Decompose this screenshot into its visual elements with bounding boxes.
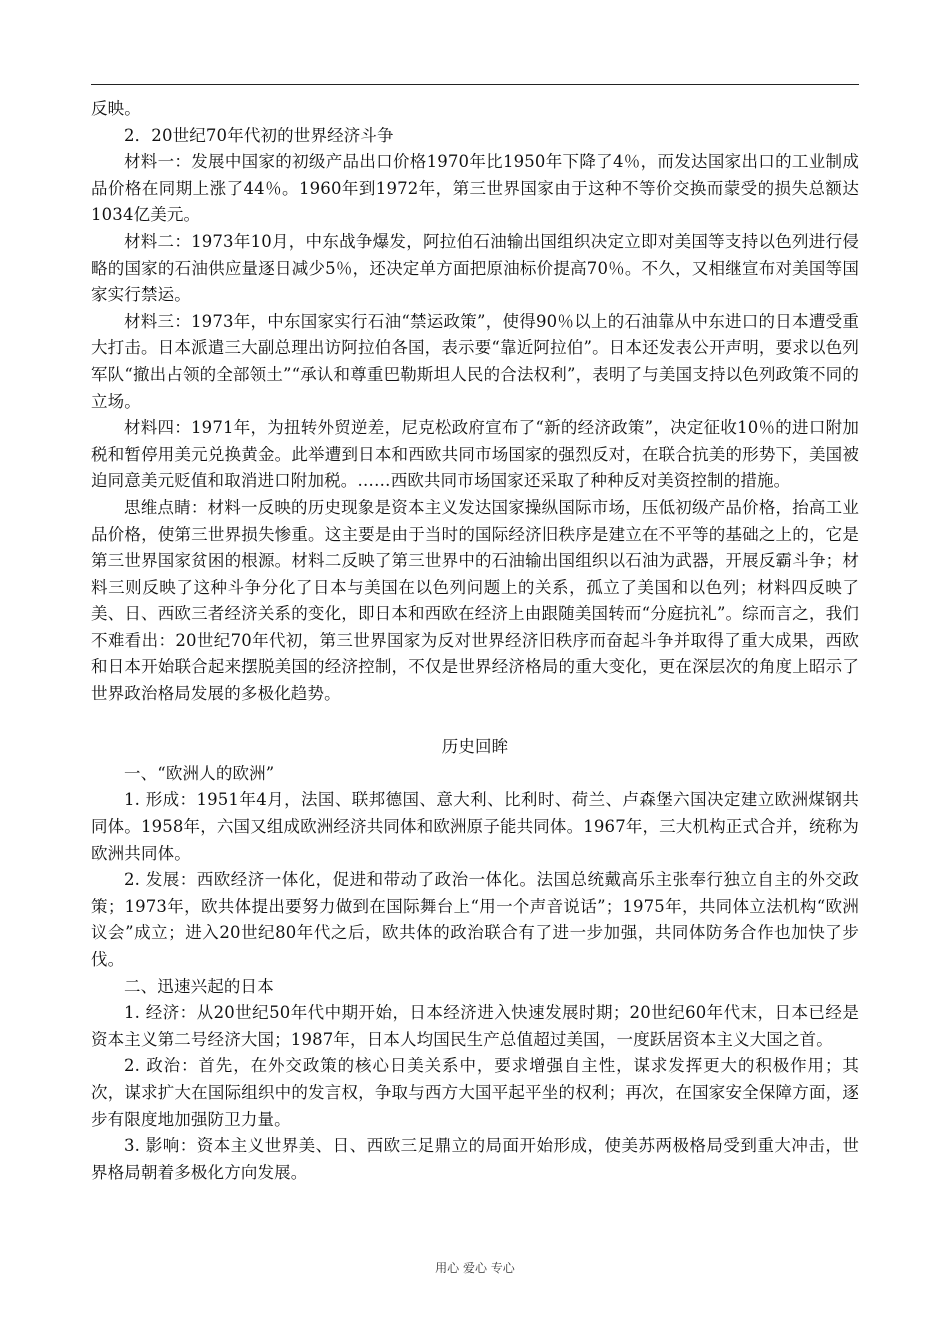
japan-impact: 3. 影响：资本主义世界美、日、西欧三足鼎立的局面开始形成，使美苏两极格局受到重大冲击，世界格局朝着多极化方向发展。 <box>91 1136 859 1182</box>
europe-development: 2. 发展：西欧经济一体化，促进和带动了政治一体化。法国总统戴高乐主张奉行独立自主的外交政策；1973年，欧共体提出要努力做到在国际舞台上“用一个声音说话”；1975年，共同体立法机构“欧洲议会”成立；进入20世纪80年代之后，欧共体的政治联合有了进一步加强，共同体防务合作也加快了步伐。 <box>91 870 859 969</box>
header-rule <box>91 84 859 85</box>
subheading-europe: 一、“欧洲人的欧洲” <box>124 763 275 783</box>
material-three: 材料三：1973年，中东国家实行石油“禁运政策”，使得90％以上的石油靠从中东进口的日本遭受重大打击。日本派遣三大副总理出访阿拉伯各国，表示要“靠近阿拉伯”。日本还发表公开声明，要求以色列军队“撤出占领的全部领土”“承认和尊重巴勒斯坦人民的合法权利”，表明了与美国支持以色列政策不同的立场。 <box>91 311 859 411</box>
material-four: 材料四：1971年，为扭转外贸逆差，尼克松政府宣布了“新的经济政策”，决定征收10％的进口附加税和暂停用美元兑换黄金。此举遭到日本和西欧共同市场国家的强烈反对，在联合抗美的形势下，美国被迫同意美元贬值和取消进口附加税。……西欧共同市场国家还采取了种种反对美资控制的措施。 <box>91 418 859 491</box>
material-two: 材料二：1973年10月，中东战争爆发，阿拉伯石油输出国组织决定立即对美国等支持以色列进行侵略的国家的石油供应量逐日减少5％，还决定单方面把原油标价提高70％。不久，又相继宣布对美国等国家实行禁运。 <box>91 231 859 305</box>
subheading-japan: 二、迅速兴起的日本 <box>124 976 274 996</box>
material-one: 材料一：发展中国家的初级产品出口价格1970年比1950年下降了4％，而发达国家出口的工业制成品价格在同期上涨了44％。1960年到1972年，第三世界国家由于这种不等价交换而蒙受的损失总额达1034亿美元。 <box>91 152 859 225</box>
japan-politics: 2. 政治：首先，在外交政策的核心日美关系中，要求增强自主性，谋求发挥更大的积极作用；其次，谋求扩大在国际组织中的发言权，争取与西方大国平起平坐的权利；再次，在国家安全保障方面，逐步有限度地加强防卫力量。 <box>91 1056 859 1129</box>
paragraph-continuation: 反映。 <box>91 99 141 118</box>
analysis-paragraph: 思维点睛：材料一反映的历史现象是资本主义发达国家操纵国际市场，压低初级产品价格，抬高工业品价格，使第三世界损失惨重。这主要是由于当时的国际经济旧秩序是建立在不平等的基础之上的，它是第三世界国家贫困的根源。材料二反映了第三世界中的石油输出国组织以石油为武器，开展反霸斗争；材料三则反映了这种斗争分化了日本与美国在以色列问题上的关系，孤立了美国和以色列；材料四反映了美、日、西欧三者经济关系的变化，即日本和西欧在经济上由跟随美国转而“分庭抗礼”。综而言之，我们不难看出：20世纪70年代初，第三世界国家为反对世界经济旧秩序而奋起斗争并取得了重大成果，西欧和日本开始联合起来摆脱美国的经济控制，不仅是世界经济格局的重大变化，更在深层次的角度上昭示了世界政治格局发展的多极化趋势。 <box>91 497 859 704</box>
section-spacer <box>91 708 859 735</box>
document-body <box>91 96 859 1186</box>
section-title: 历史回眸 <box>441 737 509 757</box>
japan-economy: 1. 经济：从20世纪50年代中期开始，日本经济进入快速发展时期；20世纪60年代末，日本已经是资本主义第二号经济大国；1987年，日本人均国民生产总值超过美国，一度跃居资本主义大国之首。 <box>91 1003 859 1049</box>
heading-world-economic-struggle: 2．20世纪70年代初的世界经济斗争 <box>124 125 394 145</box>
europe-formation: 1. 形成：1951年4月，法国、联邦德国、意大利、比利时、荷兰、卢森堡六国决定建立欧洲煤钢共同体。1958年，六国又组成欧洲经济共同体和欧洲原子能共同体。1967年，三大机构正式合并，统称为欧洲共同体。 <box>91 790 859 863</box>
page-footer: 用心 爱心 专心 <box>435 1261 515 1275</box>
